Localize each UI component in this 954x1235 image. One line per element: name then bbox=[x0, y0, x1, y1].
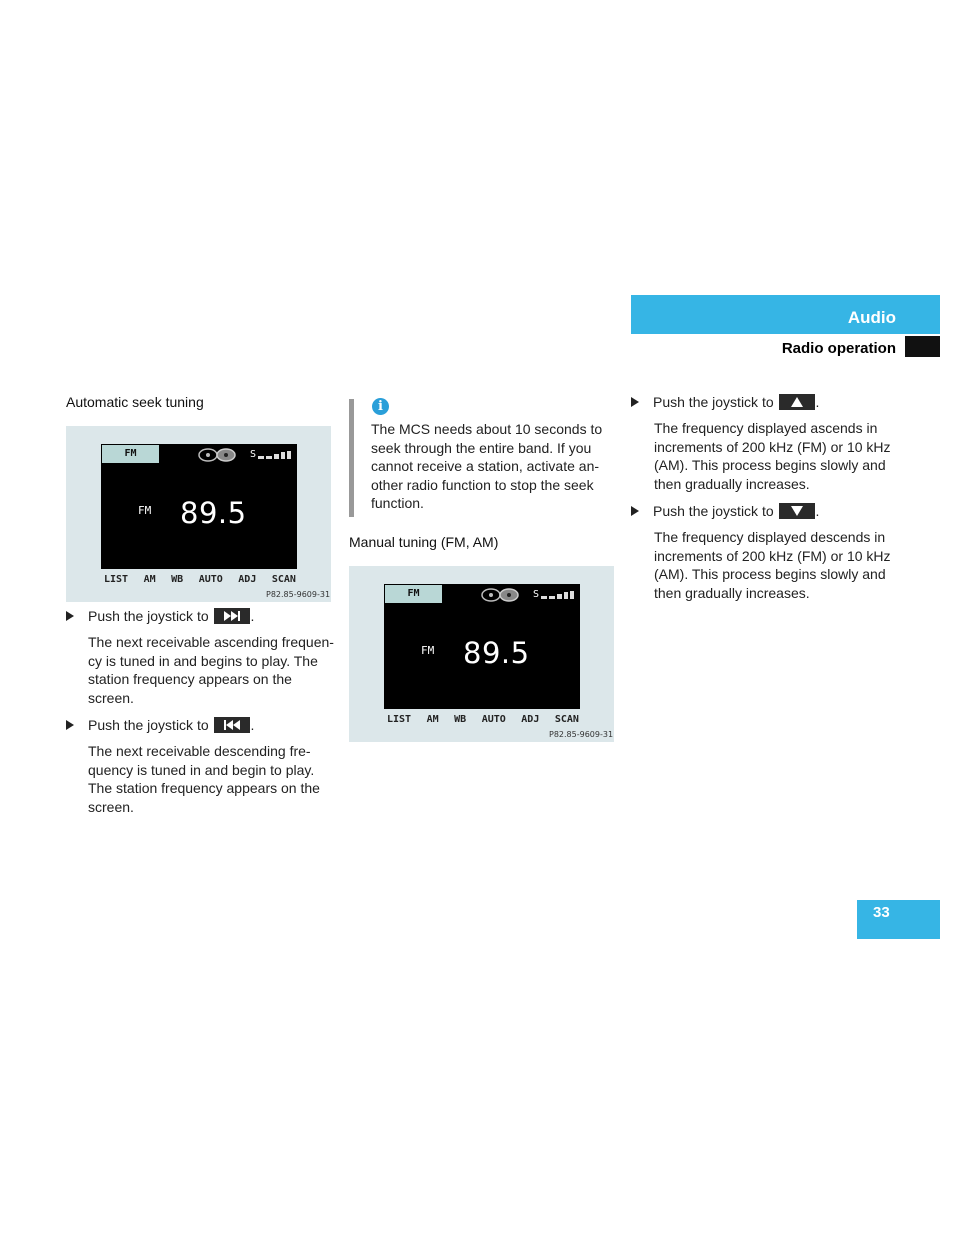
soft-key-wb[interactable]: WB bbox=[171, 574, 184, 585]
heading-manual-tuning: Manual tuning (FM, AM) bbox=[349, 534, 499, 550]
subsection-title: Radio operation bbox=[781, 340, 896, 357]
screen-band-label: FM bbox=[421, 644, 435, 657]
soft-key-adj[interactable]: ADJ bbox=[521, 714, 540, 725]
radio-display-figure bbox=[66, 426, 331, 602]
text-line: screen. bbox=[88, 689, 134, 706]
text-line: seek through the entire band. If you bbox=[371, 439, 592, 456]
step-seek-down-result bbox=[88, 742, 338, 816]
soft-key-auto[interactable]: AUTO bbox=[481, 714, 506, 725]
bullet-triangle-icon bbox=[66, 720, 74, 730]
text-line: (AM). This process begins slowly and bbox=[654, 566, 886, 583]
bullet-triangle-icon bbox=[66, 611, 74, 621]
subsection-marker bbox=[905, 336, 940, 357]
page-number: 33 bbox=[873, 904, 890, 921]
text-line: The station frequency appears on the bbox=[88, 780, 320, 797]
soft-key-row bbox=[104, 574, 296, 585]
step-text: Push the joystick to bbox=[88, 717, 209, 733]
step-text: Push the joystick to bbox=[88, 608, 209, 624]
screen-frequency: 89.5 bbox=[180, 496, 247, 530]
text-line: cy is tuned in and begins to play. The bbox=[88, 652, 318, 669]
text-line: The MCS needs about 10 seconds to bbox=[371, 421, 603, 437]
text-line: quency is tuned in and begin to play. bbox=[88, 761, 315, 778]
info-icon: i bbox=[372, 398, 389, 415]
soft-key-scan[interactable]: SCAN bbox=[554, 714, 579, 725]
screen-band-label: FM bbox=[138, 504, 152, 517]
step-tune-down: Push the joystick to . bbox=[631, 502, 911, 520]
bullet-triangle-icon bbox=[631, 506, 639, 516]
figure-caption: P82.85-9609-31 bbox=[549, 730, 614, 739]
soft-key-auto[interactable]: AUTO bbox=[198, 574, 223, 585]
bullet-triangle-icon bbox=[631, 397, 639, 407]
figure-caption: P82.85-9609-31 bbox=[266, 590, 331, 599]
step-tune-down-result bbox=[654, 528, 924, 602]
screen-frequency: 89.5 bbox=[463, 636, 530, 670]
cd-icon bbox=[196, 448, 242, 462]
step-tune-up: Push the joystick to . bbox=[631, 393, 911, 411]
soft-key-wb[interactable]: WB bbox=[454, 714, 467, 725]
soft-key-scan[interactable]: SCAN bbox=[271, 574, 296, 585]
page-number-box bbox=[857, 900, 940, 939]
signal-label: S bbox=[250, 449, 257, 460]
radio-display-figure bbox=[349, 566, 614, 742]
text-line: The next receivable ascending frequen- bbox=[88, 634, 334, 650]
text-line: then gradually increases. bbox=[654, 475, 810, 492]
step-text: Push the joystick to bbox=[653, 503, 774, 519]
info-note bbox=[371, 420, 611, 513]
signal-label: S bbox=[533, 589, 540, 600]
text-line: station frequency appears on the bbox=[88, 671, 292, 688]
skip-back-icon bbox=[214, 717, 250, 733]
soft-key-am[interactable]: AM bbox=[143, 574, 156, 585]
screen-band-tab: FM bbox=[385, 585, 442, 603]
step-seek-up-result bbox=[88, 633, 338, 707]
signal-strength-icon bbox=[258, 451, 292, 460]
skip-forward-icon bbox=[214, 608, 250, 624]
text-line: then gradually increases. bbox=[654, 584, 810, 601]
section-title: Audio bbox=[847, 308, 896, 327]
arrow-down-icon bbox=[779, 503, 815, 519]
soft-key-adj[interactable]: ADJ bbox=[238, 574, 257, 585]
cd-icon bbox=[479, 588, 525, 602]
text-line: (AM). This process begins slowly and bbox=[654, 457, 886, 474]
subsection-header bbox=[631, 336, 940, 358]
signal-strength-icon bbox=[541, 591, 575, 600]
text-line: increments of 200 kHz (FM) or 10 kHz bbox=[654, 547, 891, 564]
heading-automatic-seek: Automatic seek tuning bbox=[66, 394, 204, 410]
screen-band-tab: FM bbox=[102, 445, 159, 463]
text-line: function. bbox=[371, 495, 424, 512]
text-line: The frequency displayed ascends in bbox=[654, 420, 878, 436]
text-line: The frequency displayed descends in bbox=[654, 529, 886, 545]
step-text: Push the joystick to bbox=[653, 394, 774, 410]
step-seek-down: Push the joystick to . bbox=[66, 716, 336, 734]
arrow-up-icon bbox=[779, 394, 815, 410]
text-line: screen. bbox=[88, 798, 134, 815]
step-seek-up: Push the joystick to . bbox=[66, 607, 336, 625]
section-header bbox=[631, 295, 940, 334]
text-line: cannot receive a station, activate an- bbox=[371, 458, 600, 475]
soft-key-row bbox=[387, 714, 579, 725]
soft-key-list[interactable]: LIST bbox=[104, 574, 129, 585]
text-line: increments of 200 kHz (FM) or 10 kHz bbox=[654, 438, 891, 455]
text-line: other radio function to stop the seek bbox=[371, 476, 594, 493]
soft-key-am[interactable]: AM bbox=[426, 714, 439, 725]
step-tune-up-result bbox=[654, 419, 924, 493]
info-sidebar-rule bbox=[349, 399, 354, 517]
soft-key-list[interactable]: LIST bbox=[387, 714, 412, 725]
text-line: The next receivable descending fre- bbox=[88, 743, 311, 759]
